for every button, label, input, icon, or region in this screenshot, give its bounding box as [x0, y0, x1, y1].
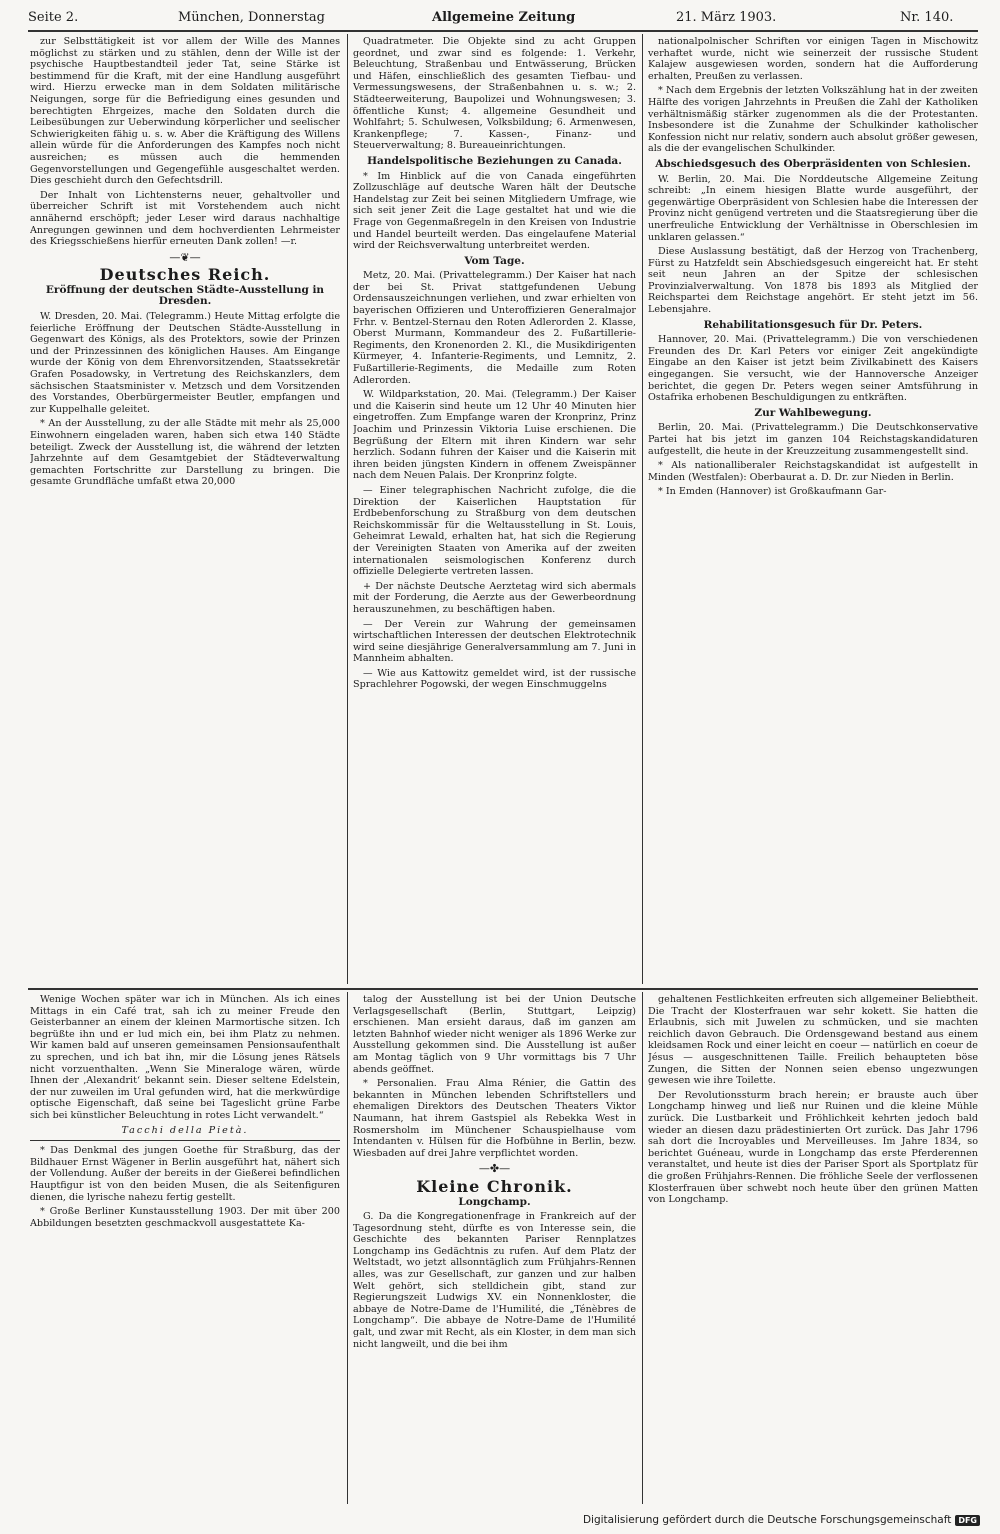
column-divider — [642, 34, 643, 984]
top-column-2 — [353, 36, 636, 984]
article-paragraph: * Das Denkmal des jungen Goethe für Straßburg, das der Bildhauer Ernst Wägener in Berlin ausgeführt hat, nähert sich der Vollendung. Außer der bereits in der Gießerei befindlichen Hauptfigur ist von den beiden Musen, die als Seitenfiguren dienen, die lyrische nahezu fertig gestellt. — [30, 1145, 340, 1203]
article-heading: Handelspolitische Beziehungen zu Canada. — [367, 154, 622, 167]
header-rule — [28, 30, 978, 32]
article-paragraph: Quadratmeter. Die Objekte sind zu acht Gruppen geordnet, und zwar sind es folgende: 1. Verkehr, Beleuchtung, Straßenbau und Entwässerung, Brücken und Häfen, einschließlich des gesamten Tiefbau- und Vermessungswesens, der Straßenbahnen u. s. w.; 2. Städteerweiterung, Baupolizei und Wohnungswesen; 3. öffentliche Kunst; 4. allgemeine Gesundheit und Wohlfahrt; 5. Schulwesen, Volksbildung; 6. Armenwesen, Krankenpflege; 7. Kassen-, Finanz- und Steuerverwaltung; 8. Bureaueinrichtungen. — [353, 36, 636, 152]
article-paragraph: talog der Ausstellung ist bei der Union Deutsche Verlagsgesellschaft (Berlin, Stuttgart, Leipzig) erschienen. Man ersieht daraus, daß im ganzen am letzten Bahnhof wieder nicht weniger als 1896 Werke zur Ausstellung gekommen sind. Die Ausstellung ist außer am Montag täglich von 9 Uhr vormittags bis 7 Uhr abends geöffnet. — [353, 994, 636, 1075]
article-paragraph: — Einer telegraphischen Nachricht zufolge, die die Direktion der Kaiserlichen Hauptstation für Erdbebenforschung zu Straßburg von dem deutschen Reichskommissär für die Weltausstellung in St. Louis, Geheimrat Lewald, erhalten hat, hat sich die Regierung der Vereinigten Staaten von Amerika auf der zweiten internationalen seismologischen Konferenz durch offizielle Delegierte vertreten lassen. — [353, 484, 636, 578]
section-title-deutsches-reich: Deutsches Reich. — [99, 265, 271, 285]
article-paragraph: G. Da die Kongregationenfrage in Frankreich auf der Tagesordnung steht, dürfte es von Interesse sein, die Geschichte des bekannten Pariser Rennplatzes Longchamp ins Gedächtnis zu rufen. Auf dem Platz der Weltstadt, wo jetzt allsonntäglich zum Frühjahrs-Rennen alles, was zur Gesellschaft, zur ganzen und zur halben Welt gehört, sich stelldichein gibt, stand zur Regierungszeit Ludwigs XV. ein Nonnenkloster, die abbaye de Notre-Dame de l'Humilité, die „Ténèbres de Longchamp“. Die abbaye de Notre-Dame de l'Humilité galt, und zwar mit Recht, als ein Kloster, in dem man sich nicht langweilt, und die bei ihm — [353, 1211, 636, 1350]
article-paragraph: * Nach dem Ergebnis der letzten Volkszählung hat in der zweiten Hälfte des vorigen Jahrzehnts in Preußen die Zahl der Katholiken verhältnismäßig stärker zugenommen als die der Protestanten. Insbesondere ist die Zunahme der Schulkinder katholischer Konfession nicht nur relativ, sondern auch absolut größer gewesen, als die der evangelischen Schulkinder. — [648, 85, 978, 155]
article-paragraph: * Personalien. Frau Alma Rénier, die Gattin des bekannten in München lebenden Schriftstellers und ehemaligen Direktors des Deutschen Theaters Viktor Naumann, hat ihrem Gastspiel als Rebekka West in Rosmersholm im Münchener Schauspielhause vom Intendanten v. Hülsen für die Hofbühne in Berlin, bezw. Wiesbaden auf drei Jahre verpflichtet worden. — [353, 1078, 636, 1159]
article-paragraph: * An der Ausstellung, zu der alle Städte mit mehr als 25,000 Einwohnern eingeladen waren, haben sich etwa 140 Städte beteiligt. Zweck der Ausstellung ist, die während der letzten Jahrzehnte auf dem Gesamtgebiet der Städteverwaltung gemachten Fortschritte zur Darstellung zu bringen. Die gesamte Grundfläche umfaßt etwa 20,000 — [30, 418, 340, 488]
article-paragraph: nationalpolnischer Schriften vor einigen Tagen in Mischowitz verhaftet wurde, nicht wie seinerzeit der russische Student Kalajew ausgewiesen worden, sondern hat die Aufforderung erhalten, Preußen zu verlassen. — [648, 36, 978, 82]
issue-date: 21. März 1903. — [676, 10, 777, 25]
newspaper-title: Allgemeine Zeitung — [432, 10, 576, 25]
article-paragraph: W. Dresden, 20. Mai. (Telegramm.) Heute Mittag erfolgte die feierliche Eröffnung der Deutschen Städte-Ausstellung in Gegenwart des Königs, als des Protektors, sowie der Prinzen und der Prinzessinnen des königlichen Hauses. Am Eingange wurde der König von dem Ehrenvorsitzenden, Staatssekretär Grafen Posadowsky, in Vertretung des Reichskanzlers, dem sächsischen Staatsminister v. Metzsch und dem Vorsitzenden des Vorstandes, Oberbürgermeister Beutler, empfangen und zur Kuppelhalle geleitet. — [30, 311, 340, 415]
article-heading: Abschiedsgesuch des Oberpräsidenten von Schlesien. — [655, 157, 971, 170]
feuilleton-rule — [28, 988, 978, 990]
top-column-3 — [648, 36, 978, 984]
article-paragraph: * In Emden (Hannover) ist Großkaufmann Gar- — [658, 486, 887, 498]
bottom-column-1 — [30, 994, 340, 1502]
article-paragraph: * Im Hinblick auf die von Canada eingeführten Zollzuschläge auf deutsche Waren hält der Deutsche Handelstag zur Zeit bei seinen Mitgliedern Umfrage, wie sich seit jener Zeit die Lage gestaltet hat und wie die Frage von Gegenmaßregeln in den Kreisen von Industrie und Handel beurteilt werden. Das eingelaufene Material wird der Reichsverwaltung unterbreitet werden. — [353, 170, 636, 252]
column-divider — [347, 34, 348, 984]
separator-ornament: —✤— — [478, 1162, 511, 1176]
author-signature: Tacchi della Pietà. — [121, 1124, 249, 1136]
divider — [30, 1140, 340, 1141]
bottom-column-2 — [353, 994, 636, 1502]
issue-number: Nr. 140. — [900, 10, 954, 25]
article-paragraph: Diese Auslassung bestätigt, daß der Herzog von Trachenberg, Fürst zu Hatzfeldt sein Abschiedsgesuch eingereicht hat. Er steht seit neun Jahren an der Spitze der schlesischen Provinzialverwaltung. Von 1878 bis 1893 als Mitglied der Reichspartei dem Reichstage angehört. Er steht jetzt im 56. Lebensjahre. — [648, 246, 978, 316]
column-divider — [347, 992, 348, 1504]
article-paragraph: Hannover, 20. Mai. (Privattelegramm.) Die von verschiedenen Freunden des Dr. Karl Peters vor einiger Zeit angekündigte Eingabe an den Kaiser ist jetzt beim Zivilkabinett des Kaisers eingegangen. Sie versucht, wie der Hannoversche Anzeiger berichtet, die gegen Dr. Peters wegen seiner Amtsführung in Ostafrika erhobenen Beschuldigungen zu entkräften. — [648, 334, 978, 404]
dfg-logo-icon: DFG — [955, 1515, 980, 1526]
article-paragraph: W. Berlin, 20. Mai. Die Norddeutsche Allgemeine Zeitung schreibt: „In einem hiesigen Blatte wurde ausgeführt, der gegenwärtige Oberpräsident von Schlesien habe die Interessen der Provinz nicht genügend vertreten und die Staatsregierung über die unerfreuliche Entwicklung der Verhältnisse in Oberschlesien im unklaren gelassen.“ — [648, 173, 978, 243]
article-heading: Eröffnung der deutschen Städte-Ausstellung in Dresden. — [45, 283, 325, 308]
page-header — [28, 6, 982, 28]
article-heading: Vom Tage. — [464, 254, 525, 267]
article-heading: Rehabilitationsgesuch für Dr. Peters. — [703, 318, 923, 331]
article-paragraph: + Der nächste Deutsche Aerztetag wird sich abermals mit der Forderung, die Aerzte aus der Gewerbeordnung herauszunehmen, zu beschäftigen haben. — [353, 580, 636, 615]
article-paragraph: Der Revolutionssturm brach herein; er brauste auch über Longchamp hinweg und ließ nur Ruinen und die kleine Mühle zurück. Die Lustbarkeit und Fröhlichkeit kehrten jedoch bald wieder an diesen dazu prädestinierten Ort zurück. Das Jahr 1796 sah dort die Incroyables und Merveilleuses. Im Jahre 1834, so berichtet Guéneau, wurde in Longchamp das erste Pferderennen veranstaltet, und heute ist dies der Pariser Sport als Sportplatz für die großen Frühjahrs-Rennen. Die fröhliche Seele der verflossenen Klosterfrauen über schwebt noch heute über den grünen Matten von Longchamp. — [648, 1089, 978, 1206]
article-heading: Longchamp. — [458, 1195, 531, 1208]
place-date: München, Donnerstag — [178, 10, 325, 25]
bottom-column-3 — [648, 994, 978, 1502]
article-paragraph: — Der Verein zur Wahrung der gemeinsamen wirtschaftlichen Interessen der deutschen Elektrotechnik wird seine diesjährige Generalversammlung am 7. Juni in Mannheim abhalten. — [353, 618, 636, 665]
article-heading: Zur Wahlbewegung. — [754, 406, 872, 419]
article-paragraph: W. Wildparkstation, 20. Mai. (Telegramm.) Der Kaiser und die Kaiserin sind heute um 12 Uhr 40 Minuten hier eingetroffen. Zum Empfange waren der Kronprinz, Prinz Joachim und Prinzessin Viktoria Luise erschienen. Die Begrüßung der Eltern mit ihren Kindern war sehr herzlich. Sodann fuhren der Kaiser und die Kaiserin mit ihren beiden jüngsten Kindern in offenem Zweispänner nach dem Neuen Palais. Der Kronprinz folgte. — [353, 389, 636, 482]
article-paragraph: Der Inhalt von Lichtensterns neuer, gehaltvoller und überreicher Schrift ist mit Vorstehendem auch nicht annähernd erschöpft; jeder Leser wird daraus nachhaltige Anregungen gewinnen und dem hochverdienten Lehrmeister des Kriegsschießens hierfür erneuten Dank zollen! —r. — [30, 189, 340, 248]
article-paragraph: gehaltenen Festlichkeiten erfreuten sich allgemeiner Beliebtheit. Die Tracht der Klosterfrauen war sehr kokett. Sie hatten die Erlaubnis, sich mit Juwelen zu schmücken, und sie machten reichlich davon Gebrauch. Die Ordensgewand bestand aus einem kleidsamen Rock und einer leicht en coeur — natürlich en coeur de Jésus — ausgeschnittenen Taille. Freilich behaupteten böse Zungen, die Sitten der Nonnen seien ebenso ungezwungen gewesen wie ihre Toilette. — [648, 994, 978, 1087]
section-title-kleine-chronik: Kleine Chronik. — [416, 1176, 573, 1196]
column-divider — [642, 992, 643, 1504]
article-paragraph: zur Selbsttätigkeit ist vor allem der Wille des Mannes möglichst zu stärken und zu stählen, denn der Wille ist der psychische Hauptbestandteil jeder Tat, seine Stärke ist bestimmend für die Kraft, mit der eine Handlung ausgeführt wird. Hierzu erwecke man in dem Soldaten militärische Neigungen, sorge für die Befriedigung eines gesunden und berechtigten Ehrgeizes, mache den Soldaten durch die Leibesübungen zur Ueberwindung körperlicher und seelischer Schwierigkeiten fähig u. s. w. Aber die Kräftigung des Willens allein würde für die Anforderungen des Kampfes noch nicht ausreichen; es müssen auch die hemmenden Gegenvorstellungen und Gegengefühle ausgeschaltet werden. Dies geschieht durch den Gefechtsdrill. — [30, 36, 340, 187]
article-paragraph: * Als nationalliberaler Reichstagskandidat ist aufgestellt in Minden (Westfalen): Oberbaurat a. D. Dr. zur Nieden in Berlin. — [648, 460, 978, 483]
article-paragraph: * Große Berliner Kunstausstellung 1903. Der mit über 200 Abbildungen besetzten geschmackvoll ausgestattete Ka- — [30, 1206, 340, 1229]
article-paragraph: — Wie aus Kattowitz gemeldet wird, ist der russische Sprachlehrer Pogowski, der wegen Einschmuggelns — [353, 667, 636, 691]
top-column-1 — [30, 36, 340, 984]
page-number: Seite 2. — [28, 10, 79, 25]
footer-credit: Digitalisierung gefördert durch die Deutsche Forschungsgemeinschaft — [582, 1514, 952, 1526]
article-paragraph: Berlin, 20. Mai. (Privattelegramm.) Die Deutschkonservative Partei hat bis jetzt im ganzen 104 Reichstagskandidaturen aufgestellt, die heute in der Kreuzzeitung zusammengestellt sind. — [648, 422, 978, 457]
separator-ornament: —❦— — [169, 250, 201, 264]
digitization-footer — [580, 1514, 980, 1532]
article-paragraph: Metz, 20. Mai. (Privattelegramm.) Der Kaiser hat nach der bei St. Privat stattgefundenen Uebung Ordensauszeichnungen verliehen, und zwar erhielten von bayerischen Offizieren und Unteroffizieren Generalmajor Frhr. v. Bentzel-Sternau den Roten Adlerorden 2. Klasse, Oberst Murmann, Kommandeur des 2. Fußartillerie-Regiments, den Kronenorden 2. Kl., die Musikdirigenten Kürmeyer, 4. Infanterie-Regiments, und Lemnitz, 2. Fußartillerie-Regiments, die Medaille zum Roten Adlerorden. — [353, 270, 636, 386]
article-paragraph: Wenige Wochen später war ich in München. Als ich eines Mittags in ein Café trat, sah ich zu meiner Freude den Geisterbanner an einem der kleinen Marmortische sitzen. Ich begrüßte ihn und er lud mich ein, bei ihm Platz zu nehmen. Wir kamen bald auf unseren gemeinsamen Pensionsaufenthalt zu sprechen, und ich bat ihn, mir die Lösung jenes Rätsels nicht vorzuenthalten. „Wenn Sie Mineraloge wären, würde Ihnen der ‚Alexandrit‘ bekannt sein. Dieser seltene Edelstein, der nur zuweilen im Ural gefunden wird, hat die merkwürdige optische Eigenschaft, daß seine bei Tageslicht grüne Farbe sich bei künstlicher Beleuchtung in rotes Licht verwandelt.“ — [30, 994, 340, 1121]
